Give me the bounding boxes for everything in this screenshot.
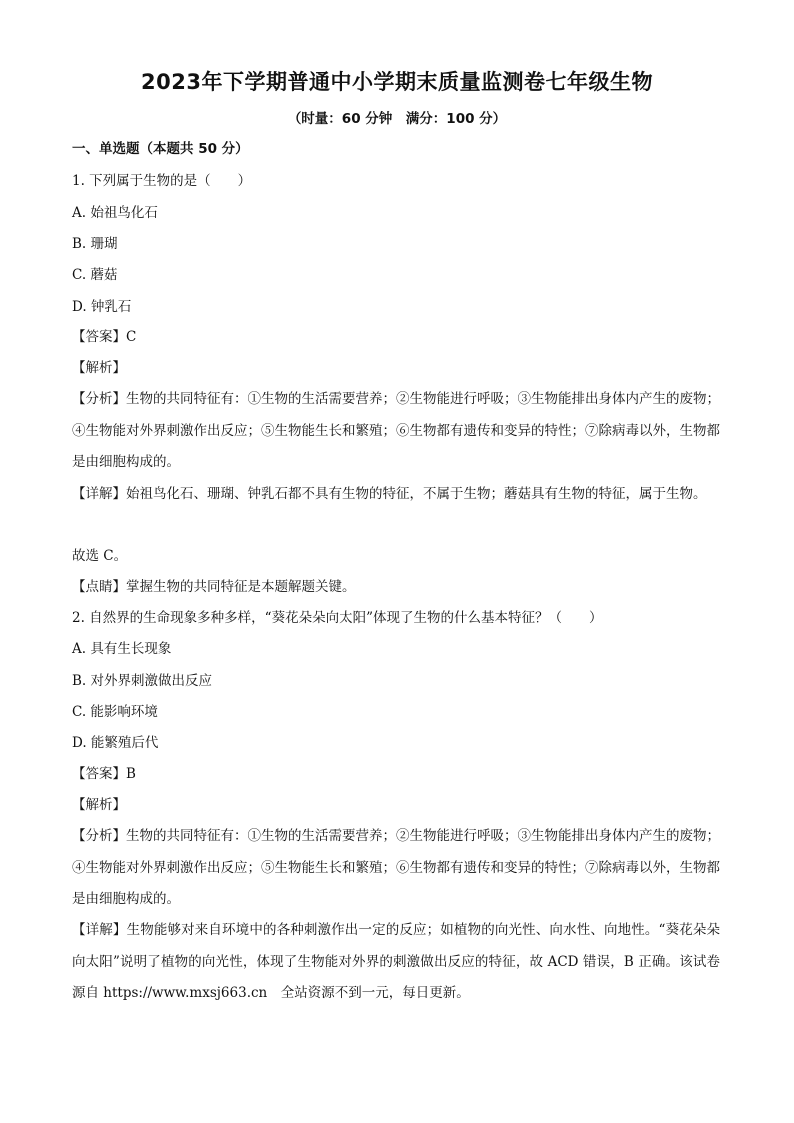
question-2-stem: 2. 自然界的生命现象多种多样，“葵花朵朵向太阳”体现了生物的什么基本特征？（ ） bbox=[72, 610, 603, 626]
question-1-analysis-tag bbox=[72, 358, 126, 378]
question-1-stem: 1. 下列属于生物的是（ ） bbox=[72, 173, 252, 189]
question-1-answer bbox=[72, 327, 136, 347]
question-1-fenxi bbox=[72, 384, 720, 479]
xiangjie-text: 始祖鸟化石、珊瑚、钟乳石都不具有生物的特征，不属于生物；蘑菇具有生物的特征，属于生物。 bbox=[126, 486, 707, 502]
fenxi-tag: 【分析】 bbox=[72, 391, 126, 407]
question-1-option-b: B. 珊瑚 bbox=[72, 236, 118, 252]
dianjing-tag: 【点睛】 bbox=[72, 579, 126, 595]
fenxi-tag: 【分析】 bbox=[72, 828, 126, 844]
question-1-option-d: D. 钟乳石 bbox=[72, 299, 132, 315]
question-2-option-c: C. 能影响环境 bbox=[72, 704, 158, 720]
section-heading: 一、单选题（本题共 50 分） bbox=[72, 141, 249, 157]
question-1-option-c: C. 蘑菇 bbox=[72, 267, 118, 283]
xiangjie-tag: 【详解】 bbox=[72, 922, 127, 938]
answer-tag: 【答案】 bbox=[72, 766, 126, 782]
exam-info: （时量：60 分钟 满分：100 分） bbox=[287, 111, 507, 127]
analysis-tag: 【解析】 bbox=[72, 797, 126, 813]
fenxi-text: 生物的共同特征有：①生物的生活需要营养；②生物能进行呼吸；③生物能排出身体内产生的废物；④生物能对外界刺激作出反应；⑤生物能生长和繁殖；⑥生物都有遗传和变异的特性；⑦除病毒以外，生物都是由细胞构成的。 bbox=[72, 828, 720, 907]
xiangjie-tag: 【详解】 bbox=[72, 486, 126, 502]
question-2-analysis-tag bbox=[72, 795, 126, 815]
question-2-xiangjie bbox=[72, 915, 720, 1010]
question-2-option-b: B. 对外界刺激做出反应 bbox=[72, 673, 213, 689]
question-2-answer bbox=[72, 764, 136, 784]
answer-value: B bbox=[126, 766, 136, 782]
question-2-option-a: A. 具有生长现象 bbox=[72, 641, 172, 657]
question-1-option-a: A. 始祖鸟化石 bbox=[72, 205, 158, 221]
question-1-xiangjie bbox=[72, 479, 720, 511]
dianjing-text: 掌握生物的共同特征是本题解题关键。 bbox=[126, 579, 356, 595]
xiangjie-text: 生物能够对来自环境中的各种刺激作出一定的反应；如植物的向光性、向水性、向地性。“葵花朵朵向太阳”说明了植物的向光性，体现了生物能对外界的刺激做出反应的特征，故 ACD 错误，B 正确。该试卷源自 https://www.mxsj663.cn 全站资源不到一元，每日更新。 bbox=[72, 922, 720, 1001]
question-2-option-d: D. 能繁殖后代 bbox=[72, 735, 159, 751]
answer-value: C bbox=[126, 329, 137, 345]
page-title: 2023年下学期普通中小学期末质量监测卷七年级生物 bbox=[141, 70, 653, 94]
question-1-dianjing bbox=[72, 577, 356, 597]
answer-tag: 【答案】 bbox=[72, 329, 126, 345]
fenxi-text: 生物的共同特征有：①生物的生活需要营养；②生物能进行呼吸；③生物能排出身体内产生的废物；④生物能对外界刺激作出反应；⑤生物能生长和繁殖；⑥生物都有遗传和变异的特性；⑦除病毒以外，生物都是由细胞构成的。 bbox=[72, 391, 720, 470]
question-2-fenxi bbox=[72, 821, 720, 916]
analysis-tag: 【解析】 bbox=[72, 360, 126, 376]
question-1-choice: 故选 C。 bbox=[72, 548, 128, 564]
